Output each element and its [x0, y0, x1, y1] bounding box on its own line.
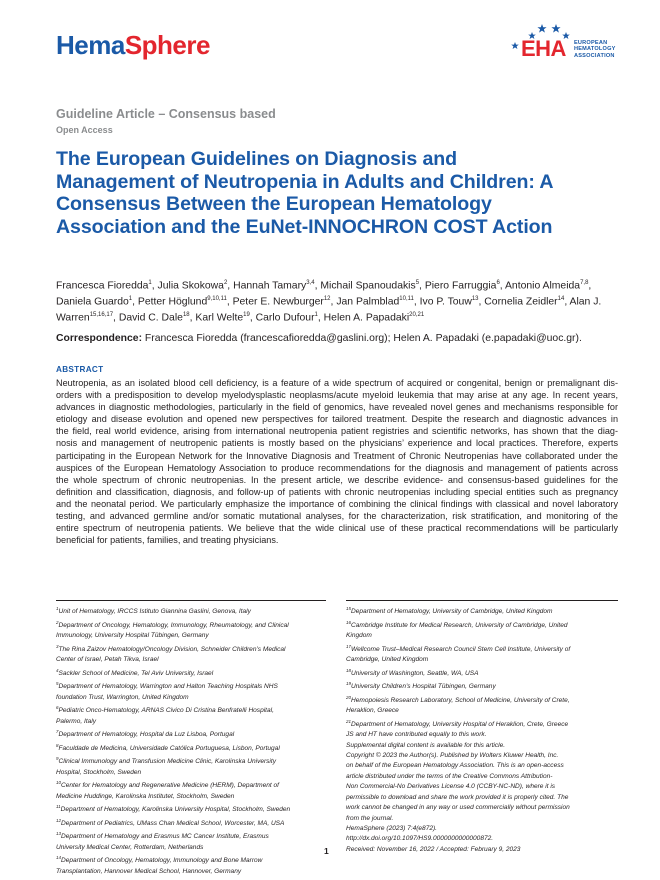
author-name: Alan J. Warren — [56, 296, 602, 324]
abstract-line: definition and classification, diagnosis, and follow-up of patients with chronic neutropenias including special entities such as pregnancy — [56, 486, 618, 497]
affiliation-number: 19 — [346, 681, 352, 687]
author-name: Ivo P. Touw — [419, 296, 472, 308]
author-name: Antonio Almeida — [504, 280, 581, 292]
abstract-line: orders with a predisposition to develop myelodysplastic neoplasms/acute myeloid leukemia that may arise at any age. In recent years, — [56, 390, 618, 401]
affiliation-line — [56, 703, 326, 717]
affiliation-number: 12 — [56, 817, 62, 823]
affiliation-line — [56, 679, 326, 693]
eha-line-2: HEMATOLOGY — [574, 46, 616, 53]
author-affiliation-ref: 18 — [182, 312, 190, 319]
affiliation-text: http://dx.doi.org/10.1097/HS9.0000000000000872. — [346, 835, 494, 843]
abstract-line: Neutropenia, as an isolated blood cell deficiency, is a feature of a wide spectrum of acquired or congenital, benign or premalignant dis- — [56, 378, 618, 388]
affiliation-number: 18 — [346, 667, 352, 673]
affiliation-line — [56, 631, 326, 641]
affiliation-line — [346, 814, 618, 824]
affiliation-line — [346, 604, 618, 618]
author-affiliation-ref: 5 — [415, 280, 420, 286]
journal-name-part2: Sphere — [124, 30, 210, 60]
affiliation-line — [56, 604, 326, 618]
affiliation-text: Transplantation, Hannover Medical School, Hannover, Germany — [56, 867, 242, 875]
eha-line-1: EUROPEAN — [574, 40, 608, 46]
affiliation-text: Department of Hematology and Erasmus MC Cancer Institute, Erasmus — [61, 833, 269, 841]
star-icon — [511, 42, 519, 49]
author-affiliation-ref: 1 — [148, 280, 152, 286]
author-affiliation-ref: 9,10,11 — [207, 296, 227, 303]
author-name: Karl Welte — [195, 312, 244, 324]
affiliation-line — [56, 642, 326, 656]
eha-line-3: ASSOCIATION — [574, 52, 615, 59]
affiliation-line — [346, 803, 618, 813]
affiliation-number: 4 — [56, 667, 59, 673]
affiliation-text: Pediatric Onco-Hematology, ARNAS Civico Di Cristina Benfratelli Hospital, — [58, 707, 274, 715]
affiliation-number: 6 — [56, 705, 59, 711]
author-affiliation-ref: 10,11 — [399, 296, 414, 303]
affiliation-line — [346, 761, 618, 771]
author-affiliation-ref: 13 — [471, 296, 479, 303]
affiliation-text: JS and HT have contributed equally to this work. — [346, 731, 487, 739]
affiliation-text: University Medical Center, Rotterdam, Netherlands — [56, 843, 204, 851]
affiliation-line — [56, 829, 326, 843]
affiliation-line — [346, 717, 618, 731]
affiliation-number: 15 — [346, 606, 352, 611]
abstract-line: advances in diagnostic methodologies, particularly in the field of genomics, have revealed novel genes and mechanisms responsible for — [56, 402, 618, 413]
affiliation-text: Department of Oncology, Hematology, Immunology and Bone Marrow — [61, 857, 263, 865]
author-affiliation-ref: 15,16,17 — [89, 312, 114, 319]
affiliation-line — [346, 782, 618, 792]
affiliation-line — [56, 778, 326, 792]
affiliation-text: permissible to download and share the work provided it is properly cited. The — [346, 793, 569, 801]
affiliation-line — [56, 693, 326, 703]
affiliation-text: Department of Oncology, Hematology, Immunology, Rheumatology, and Clinical — [58, 621, 289, 629]
affiliations-right — [346, 604, 618, 855]
affiliation-text: Clinical Immunology and Transfusion Medicine Clinic, Karolinska University — [58, 758, 276, 766]
affiliation-number: 13 — [56, 831, 62, 837]
journal-logo — [56, 30, 210, 61]
author-affiliation-ref: 2 — [223, 280, 228, 286]
eha-subtitle — [574, 40, 616, 59]
abstract-line: entire spectrum of neutropenia patients. We believe that the wide clinical use of these practical recommendations will be particularly — [56, 523, 618, 534]
affiliation-text: Department of Hematology, University of Cambridge, United Kingdom — [351, 608, 553, 616]
affiliation-line — [346, 845, 618, 855]
affiliation-line — [56, 666, 326, 680]
affiliation-text: Cambridge, United Kingdom — [346, 656, 429, 664]
affiliation-text: article distributed under the terms of the Creative Commons Attribution- — [346, 772, 553, 780]
affiliation-line — [346, 679, 618, 693]
affiliation-line — [56, 867, 326, 877]
affiliation-line — [56, 717, 326, 727]
abstract-body — [56, 377, 618, 546]
affiliation-line — [346, 772, 618, 782]
author-affiliation-ref: 1 — [314, 312, 318, 319]
affiliation-line — [346, 824, 618, 834]
affiliation-text: Unit of Hematology, IRCCS Istituto Giannina Gaslini, Genova, Italy — [58, 608, 251, 616]
affiliation-number: 17 — [346, 643, 352, 649]
affiliation-line — [56, 754, 326, 768]
affiliation-line — [56, 768, 326, 778]
affiliation-line — [346, 693, 618, 707]
affiliation-text: Hospital, Stockholm, Sweden — [56, 768, 142, 776]
affiliation-number: 14 — [56, 855, 62, 861]
open-access-label: Open Access — [56, 125, 113, 135]
affiliation-text: Immunology, University Hospital Tübingen, Germany — [56, 632, 209, 640]
author-name: Jan Palmblad — [336, 296, 400, 308]
journal-name-part1: Hema — [56, 30, 125, 60]
affiliation-number: 3 — [56, 643, 59, 649]
affiliation-line — [346, 706, 618, 716]
author-name: Francesca Fioredda — [56, 280, 149, 292]
affiliation-text: Center of Israel, Petah Tikva, Israel — [56, 656, 159, 664]
article-title: The European Guidelines on Diagnosis and Management of Neutropenia in Adults and Children: A Consensus Between the European Hematology Association and the EuNet-INNOCHRON COST Action — [56, 148, 553, 238]
affiliation-text: University Children’s Hospital Tübingen, Germany — [351, 683, 496, 691]
affiliation-text: Wellcome Trust–Medical Research Council Stem Cell Institute, University of — [351, 645, 571, 653]
abstract-line: auspices of the European Hematology Association to produce recommendations for the diagnosis and management of patients across — [56, 462, 618, 473]
abstract-line: etiology and disease evolution and opened new perspectives for tailored treatment. Despite the research and diagnostic advances in — [56, 414, 618, 425]
author-affiliation-ref: 14 — [557, 296, 565, 303]
affiliation-text: Supplemental digital content is available for this article. — [346, 741, 506, 749]
affiliation-line — [56, 816, 326, 830]
abstract-heading: ABSTRACT — [56, 365, 104, 374]
affiliation-line — [346, 666, 618, 680]
author-affiliation-ref: 12 — [323, 296, 331, 303]
affiliation-text: Department of Hematology, Karolinska University Hospital, Stockholm, Sweden — [60, 806, 291, 814]
author-name: Carlo Dufour — [255, 312, 315, 324]
eha-mark: EHA — [521, 36, 566, 61]
author-name: Hannah Tamary — [233, 280, 307, 292]
affiliation-number: 8 — [56, 742, 59, 748]
article-type: Guideline Article – Consensus based — [56, 107, 276, 121]
author-name: Daniela Guardo — [56, 296, 129, 308]
affiliation-line — [346, 655, 618, 665]
page-number: 1 — [324, 846, 329, 856]
affiliation-text: Department of Hematology, Warrington and Halton Teaching Hospitals NHS — [58, 683, 278, 691]
author-name: Helen A. Papadaki — [323, 312, 410, 324]
affiliation-number: 7 — [56, 729, 59, 735]
affiliation-line — [346, 730, 618, 740]
author-affiliation-ref: 6 — [496, 280, 500, 286]
affiliation-line — [346, 751, 618, 761]
affiliation-text: Copyright © 2023 the Author(s). Published by Wolters Kluwer Health, Inc. — [346, 752, 559, 760]
affiliation-text: Medicine Huddinge, Karolinska Institutet, Stockholm, Sweden — [56, 792, 235, 800]
affiliation-text: Department of Hematology, University Hospital of Heraklion, Crete, Greece — [351, 720, 569, 728]
author-affiliation-ref: 7,8 — [580, 280, 589, 286]
author-list: Francesca Fioredda$^1$, Julia Skokowa$^2$, Hannah Tamary$^{3,4}$, Michail Spanoudakis$^5$, Piero Farruggia$^6$, Antonio Almeida$^{7,8}$, Daniela Guardo$^1$, Petter Höglund$^{9,10,11}$, Peter E. Newburger$^{12}$, Jan Palmblad$^{10,11}$, Ivo P. Touw$^{13}$, Cornelia Zeidler$^{14}$, Alan J. Warren$^{15,16,17}$, David C. Dale$^{18}$, Karl Welte$^{19}$, Carlo Dufour$^1$, Helen A. Papadaki$^{20,21}$ — [56, 280, 602, 324]
affiliation-line — [56, 618, 326, 632]
correspondence-text: Francesca Fioredda (francescafioredda@gaslini.org); Helen A. Papadaki (e.papadaki@uoc.gr). — [142, 333, 582, 344]
abstract-line: nosis and management of neutropenic patients is mostly based on the physicians’ experience and local practices. Therefore, experts — [56, 438, 618, 449]
affiliation-line — [346, 631, 618, 641]
affiliation-divider-right — [346, 600, 618, 601]
affiliation-line — [346, 834, 618, 844]
affiliation-text: Received: November 16, 2022 / Accepted: February 9, 2023 — [346, 845, 521, 853]
affiliation-text: on behalf of the European Hematology Association. This is an open-access — [346, 762, 564, 770]
affiliation-text: Kingdom — [346, 632, 372, 640]
affiliation-number: 9 — [56, 756, 59, 762]
correspondence-label: Correspondence: — [56, 333, 143, 344]
author-affiliation-ref: 3,4 — [306, 280, 315, 286]
affiliation-line — [56, 741, 326, 755]
affiliation-text: Cambridge Institute for Medical Research, University of Cambridge, United — [351, 621, 568, 629]
affiliation-number: 2 — [56, 619, 59, 625]
affiliation-number: 10 — [56, 780, 62, 786]
affiliation-line — [56, 802, 326, 816]
affiliation-number: 16 — [346, 619, 352, 625]
affiliation-line — [346, 793, 618, 803]
author-name: Piero Farruggia — [424, 280, 497, 292]
abstract-line: the whole spectrum of chronic neutropenias. In the present article, we describe evidence- and consensus-based guidelines for the — [56, 474, 618, 485]
affiliation-number: 21 — [346, 718, 352, 724]
author-name: Julia Skokowa — [157, 280, 224, 292]
affiliation-text: The Rina Zaizov Hematology/Oncology Division, Schneider Children’s Medical — [58, 645, 286, 653]
abstract-line: the field, real world evidence, arising from international neutropenia patient registries and scientific networks, has shown that the diag- — [56, 426, 618, 437]
affiliations-left — [56, 604, 326, 877]
affiliation-text: Palermo, Italy — [56, 717, 97, 725]
author-affiliation-ref: 1 — [128, 296, 133, 303]
affiliation-line — [56, 853, 326, 867]
affiliation-line — [56, 655, 326, 665]
author-name: Cornelia Zeidler — [484, 296, 558, 308]
affiliation-text: from the journal. — [346, 814, 394, 822]
affiliation-line — [346, 618, 618, 632]
affiliation-text: Department of Pediatrics, UMass Chan Medical School, Worcester, MA, USA — [61, 819, 285, 827]
author-affiliation-ref: 20,21 — [409, 312, 425, 319]
affiliation-text: Sackler School of Medicine, Tel Aviv University, Israel — [58, 669, 214, 677]
affiliation-number: 5 — [56, 681, 59, 687]
affiliation-text: HemaSphere (2023) 7:4(e872). — [346, 824, 437, 832]
affiliation-line — [56, 792, 326, 802]
affiliation-text: Heraklion, Greece — [346, 707, 399, 715]
affiliation-text: University of Washington, Seattle, WA, USA — [351, 669, 479, 677]
abstract-line: participating in the European Network for the Innovative Diagnosis and Treatment of Chronic Neutropenias have collaborated under the — [56, 450, 618, 461]
author-name: Michail Spanoudakis — [320, 280, 416, 292]
affiliation-line — [56, 843, 326, 853]
star-icon — [551, 24, 560, 33]
affiliation-text: work cannot be changed in any way or used commercially without permission — [346, 804, 570, 812]
author-name: David C. Dale — [118, 312, 183, 324]
author-affiliation-ref: 19 — [243, 312, 250, 319]
correspondence — [56, 332, 616, 345]
author-name: Peter E. Newburger — [232, 296, 324, 308]
affiliation-number: 20 — [346, 694, 352, 700]
abstract-line: beneficial for patients, families, and treating physicians. — [56, 535, 279, 546]
affiliation-text: Hemopoiesis Research Laboratory, School of Medicine, University of Crete, — [351, 696, 570, 704]
affiliation-line — [346, 741, 618, 751]
affiliation-line — [56, 727, 326, 741]
affiliation-text: Faculdade de Medicina, Universidade Católica Portuguesa, Lisbon, Portugal — [58, 744, 280, 752]
affiliation-text: Department of Hematology, Hospital da Luz Lisboa, Portugal — [58, 731, 235, 739]
affiliation-number: 11 — [56, 804, 61, 810]
affiliation-text: foundation Trust, Warrington, United Kingdom — [56, 693, 189, 701]
abstract-line: and the neonatal period. We particularly emphasize the importance of combining the clinical findings with classical and novel laboratory — [56, 498, 618, 509]
abstract-line: testing, and advanced germline and/or somatic mutational analyses, for the characterization, risk stratification, and monitoring of the — [56, 511, 618, 522]
star-icon — [537, 24, 546, 33]
affiliation-text: Non Commercial-No Derivatives License 4.0 (CCBY-NC-ND), where it is — [346, 783, 556, 791]
affiliation-text: Center for Hematology and Regenerative Medicine (HERM), Department of — [61, 782, 279, 790]
affiliation-number: 1 — [56, 606, 59, 611]
author-name: Petter Höglund — [137, 296, 208, 308]
affiliation-divider-left — [56, 600, 326, 601]
affiliation-line — [346, 642, 618, 656]
